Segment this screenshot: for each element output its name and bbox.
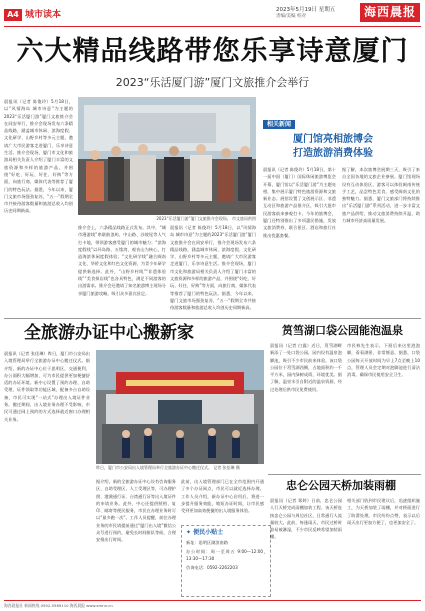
- header-rule: [4, 26, 421, 27]
- side-column-1: 晨报讯（记者 陈俊玲）5月18日，第十一届中国（厦门）国际休闲旅游博览会开幕，厦门馆以“乐活厦门游”为主题亮相，集中展示厦门特色旅游资源和文旅新业态。展馆设置了文创展示区、非遗互动区和旅游产品推介区，吸引大批市民游客前来参观打卡。今年的旅博会，厦门还特别推出了多项惠民措施，发放文旅消费券，联合景区、酒店和旅行社推出优惠套餐。: [263, 167, 336, 238]
- story2-column-2: 据介绍，新的全旅游办证中心设有咨询服务区、自助受理区、人工受理区等，可办理护照、港澳通行证、台湾通行证等出入境证件的申请业务。此外，中心还提供照相、复印、邮寄等便民服务，市民在办理业务时可以“最多跑一次”。工作人员提醒，前往办理业务的市民请提前通过“厦门出入境”微信公众号进行预约，避免长时间排队等候，合理安排出行时间。: [96, 479, 176, 543]
- story3-column-2: 市民林先生表示，下班后来这里泡泡脚，看看湖景，非常惬意。据悉，口袋公园每天开放时间为早上7点至晚上10点，管理人员会定期对泡脚池进行清洁消毒，确保市民使用安全卫生。: [347, 343, 420, 378]
- related-news-tag: 相关新闻: [263, 120, 295, 129]
- tip-title: ✦ 便民小贴士: [186, 529, 224, 536]
- lead-photo: [78, 97, 256, 215]
- story2-photo: [96, 350, 264, 464]
- editor-credit: 责编/美编 校对: [276, 14, 306, 19]
- story3-headline: 筼筜湖口袋公园能泡温泉: [282, 324, 403, 337]
- tip-box: [181, 525, 271, 597]
- story4-column-1: 晨报讯（记者 郑婷）日前，忠仑公园人行天桥完成雨棚加装工程。该天桥连接忠仑公园与周边社区，日常通行人流量较大。此前，每逢雨天，市民过桥时容易被淋湿，不少市民反映希望加装雨棚。: [270, 498, 342, 540]
- page-header: [0, 0, 425, 26]
- story4-column-2: 相关部门收到市民建议后，迅速组织施工，为天桥加装了雨棚，并对桥面进行了防滑处理。市民纷纷点赞，表示以后雨天出行更加方便了，也更加安全了。: [347, 498, 420, 525]
- lead-column-3: 晨报讯（记者 陈俊玲）5月18日，以“风情海岛 城市诗意”为主题的2023“乐活厦门游”厦门文旅推介会在同安举行，推介会现场发布六条精品线路，涵盖城市休闲、滨海度假、文化研学、山野乡村等多元主题，邀请广大市民游客走进厦门、乐享诗意生活。推介会现场，厦门市文化和旅游局相关负责人介绍了厦门丰富的文旅资源和多样的旅游产品，并围绕“好吃、好玩、好住、好购”等方面，向旅行商、媒体代表等推荐了厦门的特色玩法。据悉，今年以来，厦门文旅市场强劲复苏，“五一”假期全市共接待游客数量和旅游总收入均创历史同期新高。: [170, 225, 256, 311]
- story2-column-3: 此前，出入境管理部门已在全市范围内开通了多个办证网点，市民可以就近选择办理。工作人员介绍，新办证中心启用后，将进一步提升服务效能，缩短办证时间，让市民感受到更加高效便捷的出入境服务体验。: [181, 479, 264, 514]
- side-headline-line-2: 打造旅游消费体验: [293, 148, 373, 159]
- tip-address: 新址：思明区湖滨南路: [186, 540, 228, 545]
- story2-headline: 全旅游办证中心搬新家: [24, 323, 194, 343]
- tip-hours: 办公时间：周一至周五 9:00—12:00，13:30—17:30: [186, 549, 268, 562]
- footer-text: 海西晨报社 新闻热线 0592-5589110 海西晨报 www.xmnn.cn: [4, 603, 113, 608]
- section-name: 城市读本: [25, 10, 62, 20]
- side-column-2: 据了解，本次旅博会展期三天，吸引了来自全国各地的文旅企业参展。厦门馆现场设有互动体验区，游客可以体验闽南传统手工艺，品尝特色美食，感受闽南文化的独特魅力。据悉，厦门文旅部门将持续推出“乐活厦门游”系列活动，进一步丰富文旅产品供给，推动文旅消费持续升温，助力城市经济高质量发展。: [342, 167, 420, 224]
- footer-rule: [4, 600, 421, 601]
- lead-column-1: 晨报讯（记者 陈俊玲）5月18日，以“风情海岛 城市诗意”为主题的2023“乐活厦门游”厦门文旅推介会在同安举行，推介会现场发布六条精品线路，涵盖城市休闲、滨海度假、文化研学、山野乡村等多元主题，邀请广大市民游客走进厦门、乐享诗意生活。推介会现场，厦门市文化和旅游局相关负责人介绍了厦门丰富的文旅资源和多样的旅游产品，并围绕“好吃、好玩、好住、好购”等方面，向旅行商、媒体代表等推荐了厦门的特色玩法。据悉，今年以来，厦门文旅市场强劲复苏，“五一”假期全市共接待游客数量和旅游总收入均创历史同期新高。: [4, 99, 73, 214]
- story2-photo-caption: 昨日，厦门市公安局出入境管理局举行全旅游办证中心搬迁仪式。 记者 张佳琳 摄: [96, 465, 240, 470]
- side-headline: [263, 133, 403, 161]
- story-divider: [268, 474, 421, 475]
- lead-photo-caption: 2023“乐活厦门游”厦门文旅推介会现场。 市文旅局供图: [156, 216, 256, 221]
- section-divider: [4, 318, 421, 319]
- lead-column-2: 推介会上，六条精品线路正式发布。其中，“城市漫游线”串联鼓浪屿、中山路、沙坡尾等人气打卡地，带领游客感受厦门的城市魅力；“滨海度假线”以环岛路、五缘湾、观音山为核心，打造海滨休闲度假体验；“文化研学线”融合闽南文化、华侨文化和红色文化资源，为青少年研学提供新选择。此外，“山野乡村线”“非遗体验线”“美食探店线”也各具特色，满足不同游客的出游需求。推介会还邀请了知名旅游博主现场分享厦门旅游攻略，吸引众多嘉宾驻足。: [78, 225, 166, 296]
- story2-column-1: 晨报讯（记者 张佳琳）昨日，厦门市公安局出入境管理局举行全旅游办证中心搬迁仪式。据介绍，新的办证中心位于思明区，交通便利，办公面积大幅增加，可为市民提供更加便捷舒适的办证环境。新中心设置了预约办理、自助受理、证件领取等功能区域，配备多台自助设备，市民可实现“一站式”办理出入境证件业务。搬迁期间，出入境业务办理不受影响，市民可通过网上预约的方式选择就近窗口办理相关业务。: [4, 351, 90, 422]
- page-number: A4: [4, 9, 22, 21]
- newspaper-logo: 海西晨报: [360, 3, 420, 22]
- issue-date: 2023年5月19日 星期五: [276, 7, 336, 13]
- story4-headline: 忠仑公园天桥加装雨棚: [286, 479, 396, 492]
- lead-subheadline: 2023“乐活厦门游”厦门文旅推介会举行: [115, 76, 310, 89]
- side-headline-line-1: 厦门馆亮相旅博会: [293, 134, 373, 145]
- story3-column-1: 晨报讯（记者 白露）近日，筼筜湖畔新添了一处口袋公园，园内设有温泉泡脚池，吸引不少市民前来体验。该口袋公园位于筼筜湖西侧，占地面积约一千平方米，园内绿树成荫，环境优美。据了解，温泉水引自附近的温泉资源，经过处理后供市民免费使用。: [270, 343, 342, 392]
- lead-headline: 六大精品线路带您乐享诗意厦门: [16, 36, 409, 67]
- tip-phone: 咨询电话：0592-2262203: [186, 565, 238, 570]
